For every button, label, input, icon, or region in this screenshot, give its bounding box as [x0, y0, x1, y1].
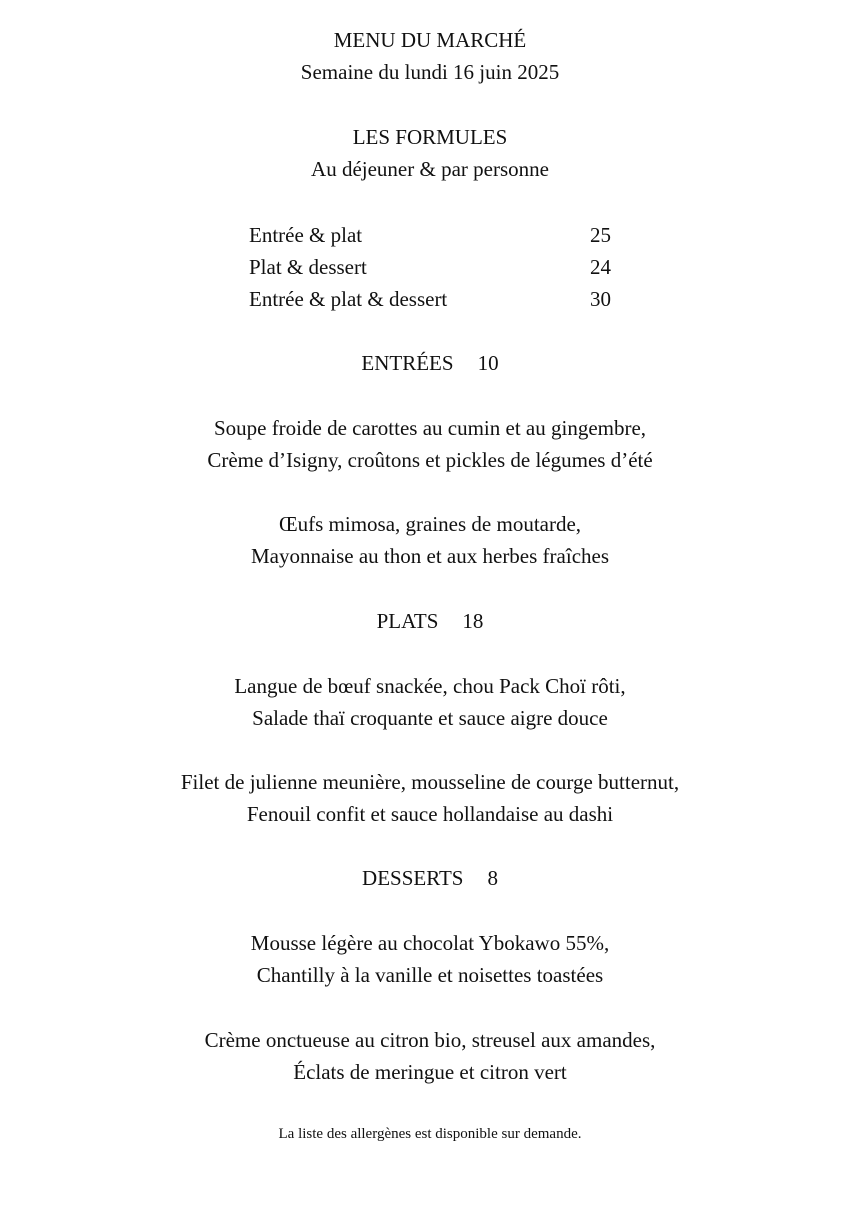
dish-line: Crème d’Isigny, croûtons et pickles de légumes d’été	[207, 448, 653, 472]
dish-line: Mousse légère au chocolat Ybokawo 55%,	[250, 931, 610, 955]
dish-line: Mayonnaise au thon et aux herbes fraîches	[250, 544, 610, 568]
entrees-heading	[0, 347, 860, 379]
dish-line: Soupe froide de carottes au cumin et au gingembre,	[213, 416, 647, 440]
formule-row	[249, 251, 629, 283]
dish	[0, 508, 860, 572]
dish-line: Fenouil confit et sauce hollandaise au dashi	[246, 802, 614, 826]
dish-line: Œufs mimosa, graines de moutarde,	[278, 512, 582, 536]
allergen-note	[0, 1123, 860, 1145]
section-price: 8	[487, 866, 498, 890]
dish	[0, 670, 860, 734]
formule-price: 24	[590, 255, 611, 279]
dish	[0, 412, 860, 476]
allergen-note-text: La liste des allergènes est disponible sur demande.	[278, 1126, 582, 1142]
dish-line: Crème onctueuse au citron bio, streusel aux amandes,	[204, 1028, 656, 1052]
formule-label: Entrée & plat	[249, 223, 363, 247]
dish	[0, 766, 860, 830]
formules-header	[0, 121, 860, 185]
formule-price: 30	[590, 287, 611, 311]
dish-line: Langue de bœuf snackée, chou Pack Choï rôti,	[234, 674, 626, 698]
section-title: PLATS	[376, 609, 439, 633]
formule-label: Plat & dessert	[249, 255, 367, 279]
formules-subheading: Au déjeuner & par personne	[311, 157, 549, 181]
desserts-heading	[0, 862, 860, 894]
plats-heading	[0, 605, 860, 637]
menu-header	[0, 24, 860, 88]
section-price: 18	[462, 609, 484, 633]
section-title: DESSERTS	[362, 866, 464, 890]
menu-title: MENU DU MARCHÉ	[333, 28, 527, 52]
formules-list	[249, 219, 629, 315]
dish-line: Salade thaï croquante et sauce aigre douce	[252, 706, 608, 730]
formule-row	[249, 283, 629, 315]
formules-heading: LES FORMULES	[352, 125, 508, 149]
dish-line: Éclats de meringue et citron vert	[293, 1060, 567, 1084]
formule-label: Entrée & plat & dessert	[249, 287, 448, 311]
dish-line: Filet de julienne meunière, mousseline de courge butternut,	[180, 770, 680, 794]
dish	[0, 1024, 860, 1088]
section-title: ENTRÉES	[361, 351, 454, 375]
formule-price: 25	[590, 223, 611, 247]
formule-row	[249, 219, 629, 251]
section-price: 10	[477, 351, 499, 375]
menu-week: Semaine du lundi 16 juin 2025	[300, 60, 560, 84]
dish	[0, 927, 860, 991]
dish-line: Chantilly à la vanille et noisettes toastées	[256, 963, 604, 987]
